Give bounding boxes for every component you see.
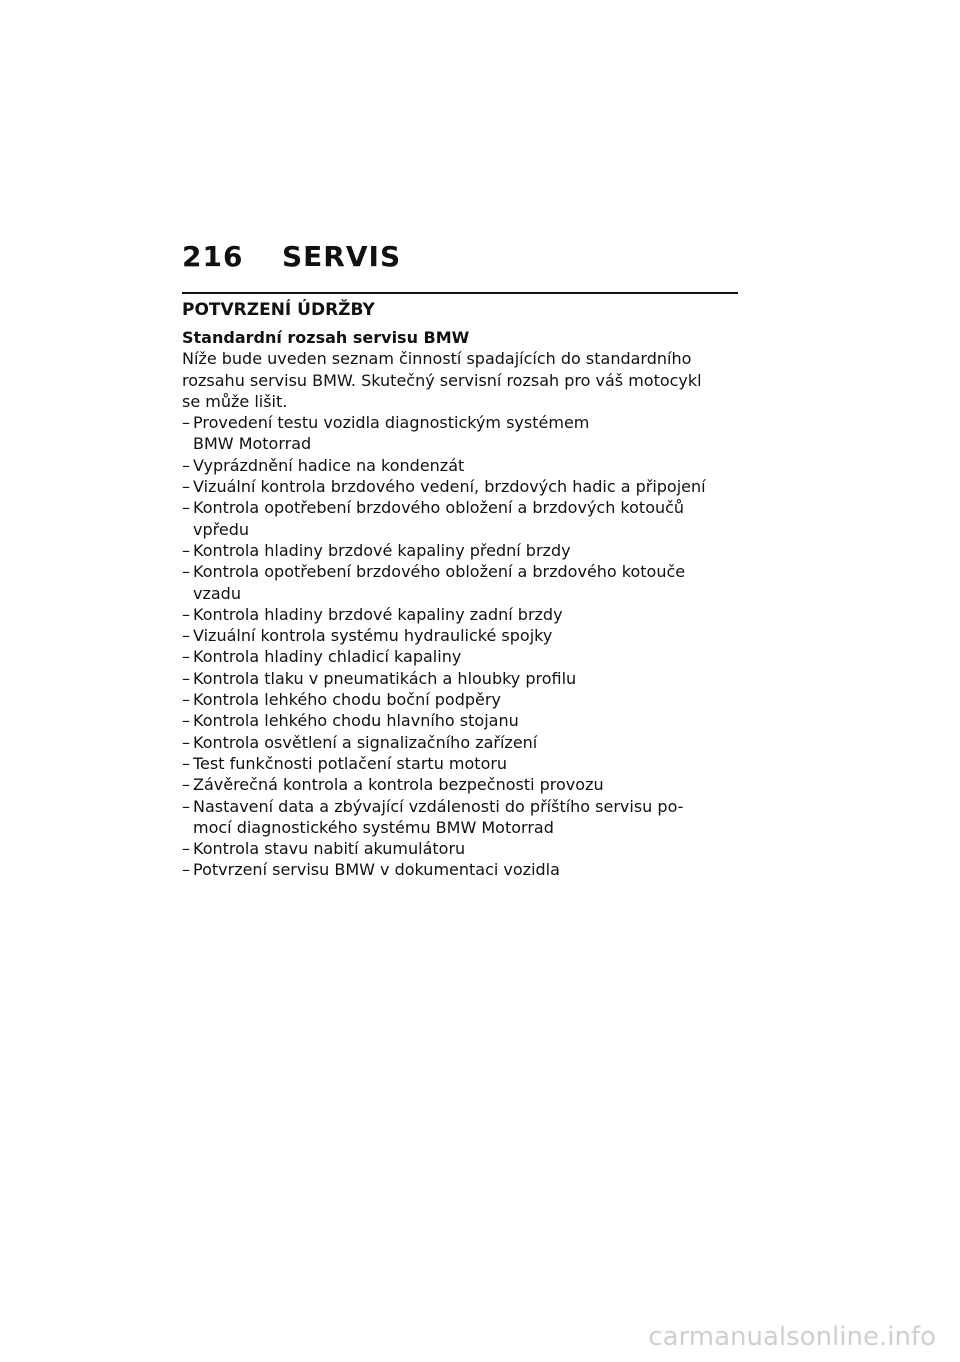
- list-item: – Kontrola lehkého chodu hlavního stojanu: [182, 710, 738, 731]
- list-item: – Kontrola stavu nabití akumulátoru: [182, 838, 738, 859]
- footer-watermark: carmanualsonline.info: [648, 1322, 936, 1352]
- list-item: – Vyprázdnění hadice na kondenzát: [182, 455, 738, 476]
- list-item: – Kontrola opotřebení brzdového obložení a brzdového kotouče vzadu: [182, 561, 738, 604]
- section-subtitle: Standardní rozsah servisu BMW: [182, 328, 470, 347]
- section-content: [182, 327, 738, 881]
- list-item: – Nastavení data a zbývající vzdálenosti do příštího servisu po- mocí diagnostického systému BMW Motorrad: [182, 796, 738, 839]
- list-item: – Potvrzení servisu BMW v dokumentaci vozidla: [182, 859, 738, 880]
- list-item: – Kontrola tlaku v pneumatikách a hloubky profilu: [182, 668, 738, 689]
- list-item: – Kontrola opotřebení brzdového obložení a brzdových kotoučů vpředu: [182, 497, 738, 540]
- list-item: – Kontrola hladiny brzdové kapaliny přední brzdy: [182, 540, 738, 561]
- list-item: – Kontrola hladiny brzdové kapaliny zadní brzdy: [182, 604, 738, 625]
- list-item: – Vizuální kontrola systému hydraulické spojky: [182, 625, 738, 646]
- list-item: – Kontrola osvětlení a signalizačního zařízení: [182, 732, 738, 753]
- list-item: – Test funkčnosti potlačení startu motoru: [182, 753, 738, 774]
- page-number: 216: [182, 240, 244, 273]
- list-item: – Kontrola hladiny chladicí kapaliny: [182, 646, 738, 667]
- chapter-title: SERVIS: [282, 240, 402, 273]
- section-title: POTVRZENÍ ÚDRŽBY: [182, 300, 375, 320]
- list-item: – Vizuální kontrola brzdového vedení, brzdových hadic a připojení: [182, 476, 738, 497]
- header-divider: [182, 292, 738, 294]
- intro-paragraph: Níže bude uveden seznam činností spadajících do standardního rozsahu servisu BMW. Skutečný servisní rozsah pro váš motocykl se může lišit.: [182, 349, 702, 411]
- page-header: [182, 240, 738, 280]
- list-item: – Závěrečná kontrola a kontrola bezpečnosti provozu: [182, 774, 738, 795]
- list-item: – Provedení testu vozidla diagnostickým systémem BMW Motorrad: [182, 412, 738, 455]
- list-item: – Kontrola lehkého chodu boční podpěry: [182, 689, 738, 710]
- service-checklist: [182, 412, 738, 881]
